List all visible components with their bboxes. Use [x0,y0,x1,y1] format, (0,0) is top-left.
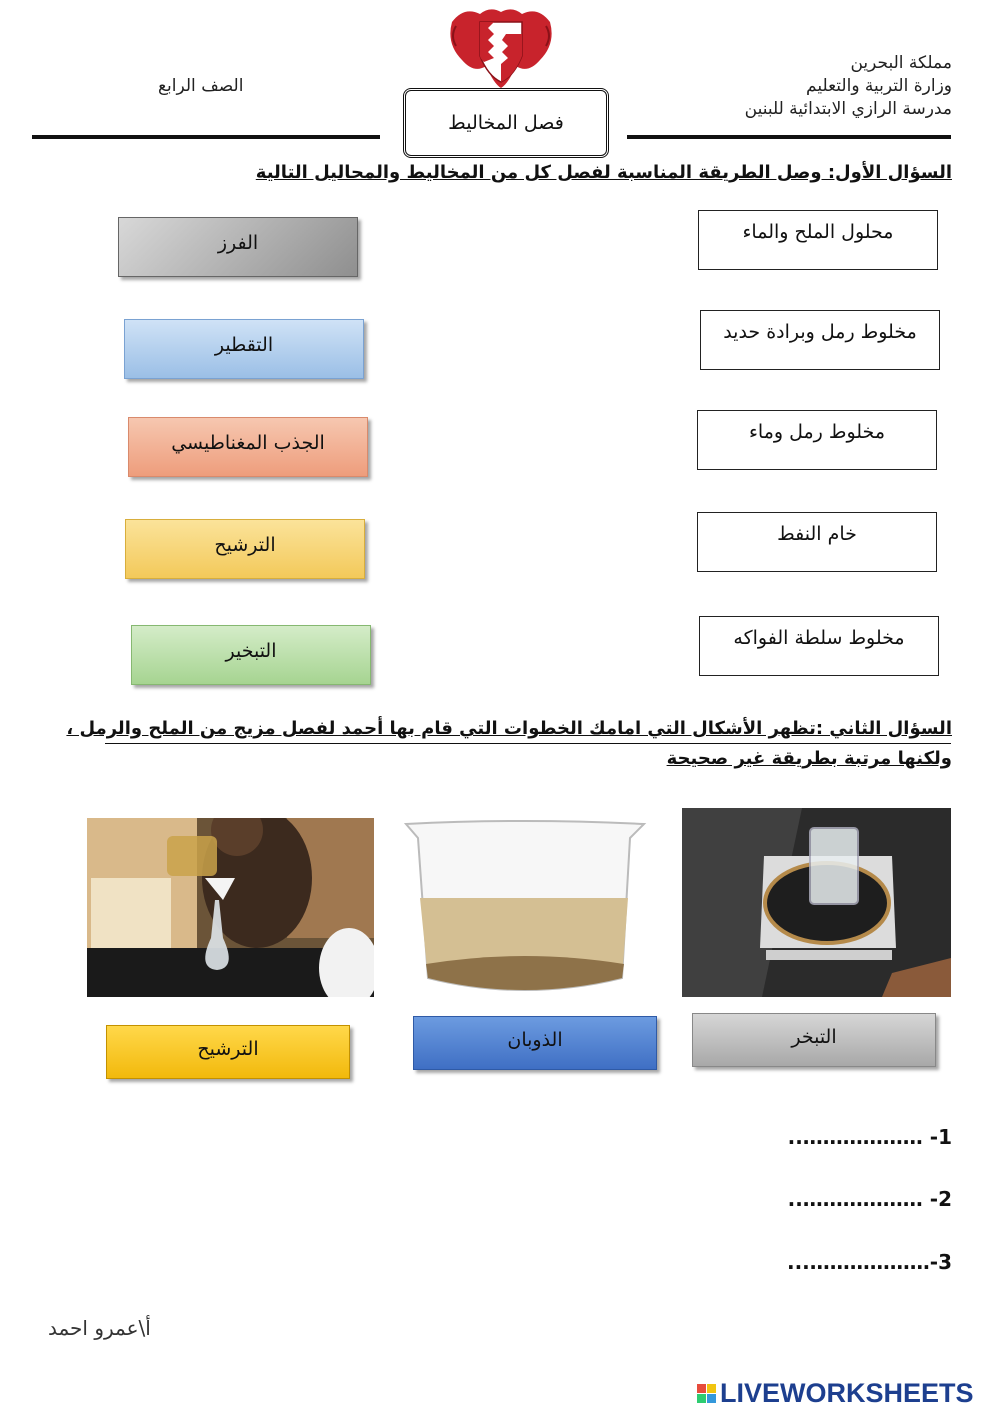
country-name: مملكة البحرين [850,53,952,73]
question1-heading: السؤال الأول: وصل الطريقة المناسبة لفصل كل من المخاليط والمحاليل التالية [255,162,952,183]
header-divider-right [627,135,951,139]
step-filtration[interactable]: الترشيح [106,1025,350,1079]
mixture-box[interactable]: مخلوط رمل وماء [697,410,937,470]
mixture-box[interactable]: مخلوط رمل وبرادة حديد [700,310,940,370]
evaporation-hotplate-photo [682,808,951,997]
school-name: مدرسة الرازي الابتدائية للبنين [744,99,952,119]
method-sorting[interactable]: الفرز [118,217,358,277]
question2-heading-line2: ولكنها مرتبة بطريقة غير صحيحة [666,748,952,769]
dissolving-beaker-photo [404,818,647,998]
method-filtration[interactable]: الترشيح [125,519,365,579]
ministry-name: وزارة التربية والتعليم [806,76,952,96]
answer-line-3[interactable]: 3-………………... [786,1250,952,1274]
method-distillation[interactable]: التقطير [124,319,364,379]
liveworksheets-logo [697,1378,974,1409]
grade-label: الصف الرابع [158,76,244,96]
bahrain-emblem [444,4,558,92]
header-divider-left [32,135,380,139]
brand-name: LIVEWORKSHEETS [720,1378,974,1408]
question2-heading-line1: السؤال الثاني :تظهر الأشكال التي امامك الخطوات التي قام بها أحمد لفصل مزيج من الملح والرمل ، [66,718,952,739]
author-signature: أ\عمرو احمد [48,1316,151,1340]
worksheet-title: فصل المخاليط [403,88,609,158]
method-evaporation[interactable]: التبخير [131,625,371,685]
step-evaporation[interactable]: التبخر [692,1013,936,1067]
mixture-box[interactable]: مخلوط سلطة الفواكه [699,616,939,676]
step-dissolving[interactable]: الذوبان [413,1016,657,1070]
answer-line-2[interactable]: 2- ……………….. [787,1187,952,1211]
question2-underline [105,743,951,744]
filtration-photo [87,818,374,997]
method-magnetic-attraction[interactable]: الجذب المغناطيسي [128,417,368,477]
mixture-box[interactable]: خام النفط [697,512,937,572]
liveworksheets-icon [697,1384,716,1403]
mixture-box[interactable]: محلول الملح والماء [698,210,938,270]
answer-line-1[interactable]: 1- ……………….. [787,1125,952,1149]
